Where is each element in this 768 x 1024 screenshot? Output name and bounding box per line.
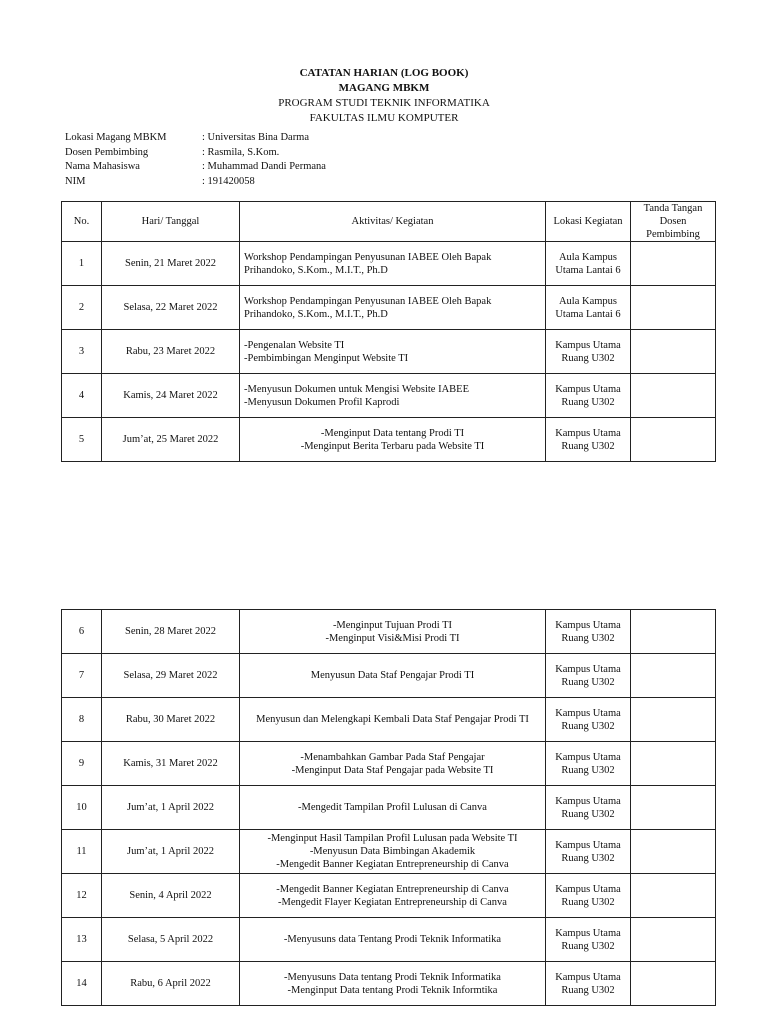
row-number: 6: [62, 610, 102, 654]
row-signature: [631, 242, 716, 286]
row-signature: [631, 374, 716, 418]
table-row: [62, 330, 716, 374]
row-location: Kampus Utama Ruang U302: [546, 374, 631, 418]
row-date: Senin, 4 April 2022: [102, 874, 240, 918]
student-info: [65, 131, 326, 189]
row-activity: Workshop Pendampingan Penyusunan IABEE Oleh Bapak Prihandoko, S.Kom., M.I.T., Ph.D: [240, 286, 546, 330]
table-row: [62, 742, 716, 786]
row-number: 13: [62, 918, 102, 962]
row-number: 7: [62, 654, 102, 698]
info-row: [65, 175, 326, 190]
row-location: Kampus Utama Ruang U302: [546, 874, 631, 918]
table-row: [62, 286, 716, 330]
info-value: : Universitas Bina Darma: [202, 132, 310, 143]
table-row: [62, 374, 716, 418]
info-label: Lokasi Magang MBKM: [65, 132, 167, 143]
row-number: 8: [62, 698, 102, 742]
row-signature: [631, 330, 716, 374]
col-header-date: Hari/ Tanggal: [102, 202, 240, 242]
row-activity: -Menyusuns data Tentang Prodi Teknik Informatika: [240, 918, 546, 962]
row-location: Aula Kampus Utama Lantai 6: [546, 242, 631, 286]
info-value: : 191420058: [202, 175, 255, 187]
row-date: Selasa, 29 Maret 2022: [102, 654, 240, 698]
row-location: Kampus Utama Ruang U302: [546, 698, 631, 742]
row-number: 5: [62, 418, 102, 462]
table-header-row: [62, 202, 716, 242]
row-date: Kamis, 24 Maret 2022: [102, 374, 240, 418]
row-number: 14: [62, 962, 102, 1006]
row-number: 4: [62, 374, 102, 418]
row-date: Rabu, 6 April 2022: [102, 962, 240, 1006]
row-signature: [631, 610, 716, 654]
table-row: [62, 962, 716, 1006]
document-header: [0, 66, 768, 126]
row-signature: [631, 742, 716, 786]
row-activity: -Menginput Hasil Tampilan Profil Lulusan pada Website TI -Menyusun Data Bimbingan Akademik -Mengedit Banner Kegiatan Entrepreneurship di Canva: [240, 830, 546, 874]
col-header-no: No.: [62, 202, 102, 242]
info-label: Nama Mahasiswa: [65, 161, 140, 172]
row-number: 12: [62, 874, 102, 918]
row-activity: -Menyusuns Data tentang Prodi Teknik Informatika -Menginput Data tentang Prodi Teknik Informtika: [240, 962, 546, 1006]
table-row: [62, 698, 716, 742]
row-date: Selasa, 22 Maret 2022: [102, 286, 240, 330]
info-value: : Muhammad Dandi Permana: [202, 161, 326, 172]
table-row: [62, 786, 716, 830]
row-date: Rabu, 30 Maret 2022: [102, 698, 240, 742]
row-activity: -Mengedit Banner Kegiatan Entrepreneurship di Canva -Mengedit Flayer Kegiatan Entrepreneurship di Canva: [240, 874, 546, 918]
row-date: Senin, 28 Maret 2022: [102, 610, 240, 654]
table-row: [62, 874, 716, 918]
row-activity: -Menginput Data tentang Prodi TI -Menginput Berita Terbaru pada Website TI: [240, 418, 546, 462]
header-title: CATATAN HARIAN (LOG BOOK): [299, 67, 469, 79]
info-row: [65, 146, 326, 161]
info-row: [65, 131, 326, 146]
row-signature: [631, 418, 716, 462]
row-date: Rabu, 23 Maret 2022: [102, 330, 240, 374]
info-row: [65, 160, 326, 175]
row-signature: [631, 286, 716, 330]
row-activity: Menyusun dan Melengkapi Kembali Data Staf Pengajar Prodi TI: [240, 698, 546, 742]
table-row: [62, 654, 716, 698]
header-program: PROGRAM STUDI TEKNIK INFORMATIKA: [278, 97, 490, 109]
table-row: [62, 242, 716, 286]
row-location: Kampus Utama Ruang U302: [546, 330, 631, 374]
table-row: [62, 418, 716, 462]
info-value: : Rasmila, S.Kom.: [202, 146, 280, 158]
row-location: Kampus Utama Ruang U302: [546, 786, 631, 830]
header-subtitle: MAGANG MBKM: [338, 82, 430, 94]
row-date: Senin, 21 Maret 2022: [102, 242, 240, 286]
row-activity: -Menambahkan Gambar Pada Staf Pengajar -Menginput Data Staf Pengajar pada Website TI: [240, 742, 546, 786]
row-number: 11: [62, 830, 102, 874]
info-label: Dosen Pembimbing: [65, 146, 149, 158]
row-date: Jum’at, 1 April 2022: [102, 786, 240, 830]
row-activity: Workshop Pendampingan Penyusunan IABEE Oleh Bapak Prihandoko, S.Kom., M.I.T., Ph.D: [240, 242, 546, 286]
row-number: 10: [62, 786, 102, 830]
row-location: Aula Kampus Utama Lantai 6: [546, 286, 631, 330]
row-location: Kampus Utama Ruang U302: [546, 610, 631, 654]
row-signature: [631, 786, 716, 830]
header-faculty: FAKULTAS ILMU KOMPUTER: [309, 112, 459, 124]
log-table-page2: [61, 609, 716, 1006]
row-date: Jum’at, 25 Maret 2022: [102, 418, 240, 462]
row-location: Kampus Utama Ruang U302: [546, 830, 631, 874]
row-date: Jum’at, 1 April 2022: [102, 830, 240, 874]
row-signature: [631, 874, 716, 918]
col-header-signature: Tanda Tangan Dosen Pembimbing: [631, 202, 716, 242]
row-number: 3: [62, 330, 102, 374]
row-date: Kamis, 31 Maret 2022: [102, 742, 240, 786]
col-header-activity: Aktivitas/ Kegiatan: [240, 202, 546, 242]
row-signature: [631, 918, 716, 962]
info-label: NIM: [65, 175, 86, 187]
col-header-location: Lokasi Kegiatan: [546, 202, 631, 242]
row-location: Kampus Utama Ruang U302: [546, 918, 631, 962]
row-activity: -Menginput Tujuan Prodi TI -Menginput Visi&Misi Prodi TI: [240, 610, 546, 654]
row-number: 2: [62, 286, 102, 330]
table-row: [62, 610, 716, 654]
row-location: Kampus Utama Ruang U302: [546, 742, 631, 786]
row-location: Kampus Utama Ruang U302: [546, 654, 631, 698]
row-date: Selasa, 5 April 2022: [102, 918, 240, 962]
table-row: [62, 918, 716, 962]
table-row: [62, 830, 716, 874]
row-location: Kampus Utama Ruang U302: [546, 962, 631, 1006]
row-activity: Menyusun Data Staf Pengajar Prodi TI: [240, 654, 546, 698]
row-signature: [631, 698, 716, 742]
log-table-page1: [61, 201, 716, 462]
row-location: Kampus Utama Ruang U302: [546, 418, 631, 462]
row-activity: -Mengedit Tampilan Profil Lulusan di Canva: [240, 786, 546, 830]
row-activity: -Pengenalan Website TI -Pembimbingan Menginput Website TI: [240, 330, 546, 374]
row-signature: [631, 654, 716, 698]
row-signature: [631, 962, 716, 1006]
row-activity: -Menyusun Dokumen untuk Mengisi Website IABEE -Menyusun Dokumen Profil Kaprodi: [240, 374, 546, 418]
row-number: 9: [62, 742, 102, 786]
row-number: 1: [62, 242, 102, 286]
row-signature: [631, 830, 716, 874]
